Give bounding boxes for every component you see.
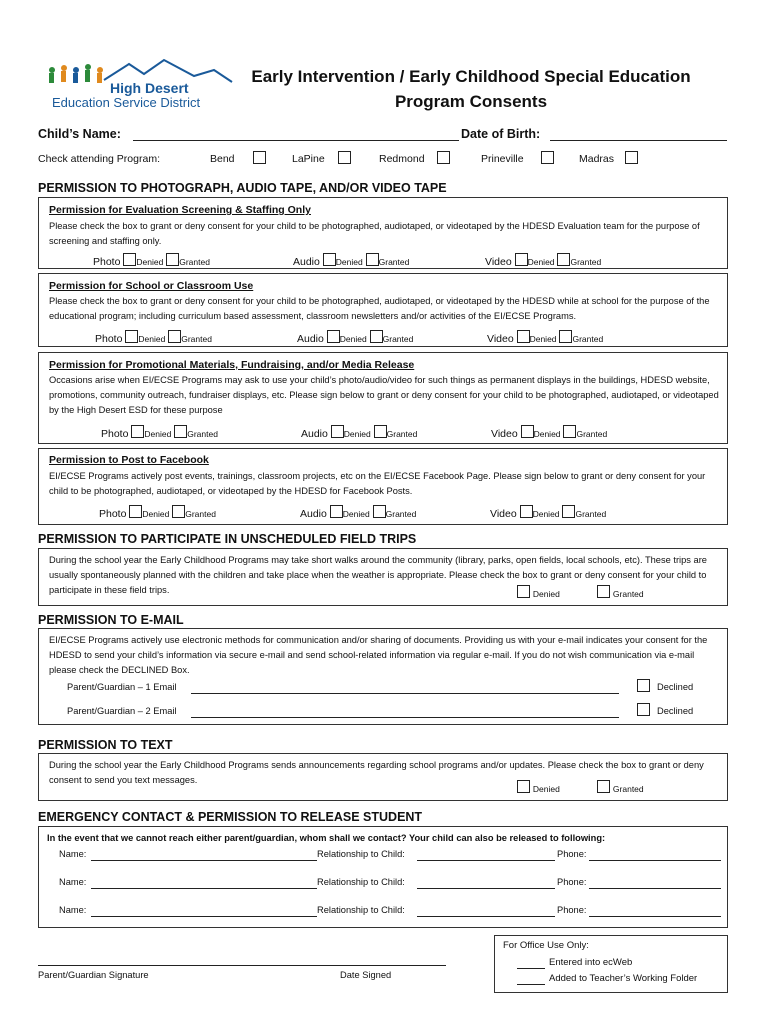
guardian2-declined-checkbox[interactable] <box>637 703 650 716</box>
text-denied-checkbox[interactable] <box>517 780 530 793</box>
promotional-video-denied-checkbox[interactable] <box>521 425 534 438</box>
facebook-photo <box>99 505 216 520</box>
opt-denied: Denied <box>339 334 367 344</box>
promotional-box <box>38 352 728 444</box>
facebook-video-denied-checkbox[interactable] <box>520 505 533 518</box>
office-folder-field[interactable] <box>517 984 545 985</box>
media-section-heading: PERMISSION TO PHOTOGRAPH, AUDIO TAPE, AND/OR VIDEO TAPE <box>38 181 447 195</box>
facebook-video-granted-checkbox[interactable] <box>562 505 575 518</box>
text-granted <box>597 780 644 795</box>
signature-label: Parent/Guardian Signature <box>38 970 149 980</box>
opt-denied: Denied <box>529 334 557 344</box>
classroom-video-granted-checkbox[interactable] <box>559 330 572 343</box>
opt-denied: Denied <box>142 509 170 519</box>
email-text: EI/ECSE Programs actively use electronic methods for communication and/or sharing of documents. Providing us with your e-mail indicates your consent for the HDESD to send your child’s information via secure e-mail and send school-related information via regular e-mail. If you do not wish communication via e-mail please check the DECLINED Box. <box>49 635 708 675</box>
guardian1-declined-label: Declined <box>657 682 694 692</box>
promotional-video-granted-checkbox[interactable] <box>563 425 576 438</box>
field-trips-box <box>38 548 728 606</box>
program-redmond-label: Redmond <box>379 153 425 165</box>
field-trips-denied-checkbox[interactable] <box>517 585 530 598</box>
opt-label: Photo <box>95 333 123 345</box>
promotional-title: Permission for Promotional Materials, Fundraising, and/or Media Release <box>49 359 415 371</box>
evaluation-photo-denied-checkbox[interactable] <box>123 253 136 266</box>
email-heading: PERMISSION TO E-MAIL <box>38 613 184 627</box>
opt-label: Video <box>491 428 518 440</box>
page-title <box>236 64 706 114</box>
contact2-phone-field[interactable] <box>589 888 721 889</box>
emergency-intro: In the event that we cannot reach either parent/guardian, whom shall we contact? Your child can also be released to following: <box>47 833 606 843</box>
text-denied-label: Denied <box>532 784 560 794</box>
opt-granted: Granted <box>385 509 417 519</box>
opt-granted: Granted <box>185 509 216 519</box>
guardian2-declined-label: Declined <box>657 706 694 716</box>
opt-label: Photo <box>101 428 129 440</box>
classroom-text: Please check the box to grant or deny consent for your child to be photographed, audiotaped, or videotaped by the HDESD while at school for the purpose of the educational program; including curriculum based assessment, classroom newsletters and/or activities of the EI/ECSE Programs. <box>49 296 710 321</box>
classroom-audio-denied-checkbox[interactable] <box>327 330 340 343</box>
contact3-phone-field[interactable] <box>589 916 721 917</box>
promotional-audio-granted-checkbox[interactable] <box>374 425 387 438</box>
opt-granted: Granted <box>570 257 602 267</box>
child-name-label: Child’s Name: <box>38 127 121 141</box>
facebook-box <box>38 448 728 525</box>
opt-granted: Granted <box>382 334 414 344</box>
contact1-relationship-label: Relationship to Child: <box>317 849 405 859</box>
classroom-photo-granted-checkbox[interactable] <box>168 330 181 343</box>
opt-denied: Denied <box>136 257 164 267</box>
evaluation-audio-granted-checkbox[interactable] <box>366 253 379 266</box>
promotional-photo-denied-checkbox[interactable] <box>131 425 144 438</box>
office-title: For Office Use Only: <box>503 940 589 951</box>
opt-label: Photo <box>99 508 127 520</box>
facebook-photo-denied-checkbox[interactable] <box>129 505 142 518</box>
guardian1-email-label: Parent/Guardian – 1 Email <box>67 682 177 692</box>
classroom-video-denied-checkbox[interactable] <box>517 330 530 343</box>
program-lapine <box>292 153 325 165</box>
program-lapine-label: LaPine <box>292 153 325 165</box>
classroom-audio <box>297 330 413 345</box>
guardian2-email-field[interactable] <box>191 717 619 718</box>
office-item1: Entered into ecWeb <box>549 957 633 968</box>
opt-denied: Denied <box>138 334 166 344</box>
contact2-name-label: Name: <box>59 877 87 887</box>
emergency-heading: EMERGENCY CONTACT & PERMISSION TO RELEASE STUDENT <box>38 810 423 824</box>
opt-granted: Granted <box>179 257 210 267</box>
field-trips-denied-label: Denied <box>532 589 560 599</box>
opt-label: Video <box>485 256 512 268</box>
opt-granted: Granted <box>572 334 604 344</box>
opt-denied: Denied <box>533 429 561 439</box>
facebook-photo-granted-checkbox[interactable] <box>172 505 185 518</box>
guardian1-declined-checkbox[interactable] <box>637 679 650 692</box>
opt-granted: Granted <box>187 429 218 439</box>
facebook-video <box>490 505 606 520</box>
program-label: Check attending Program: <box>38 153 160 165</box>
field-trips-granted-label: Granted <box>612 589 644 599</box>
text-granted-checkbox[interactable] <box>597 780 610 793</box>
contact3-name-label: Name: <box>59 905 87 915</box>
contact1-relationship-field[interactable] <box>417 860 555 861</box>
promotional-audio <box>301 425 417 440</box>
contact2-relationship-label: Relationship to Child: <box>317 877 405 887</box>
opt-label: Video <box>490 508 517 520</box>
opt-granted: Granted <box>386 429 418 439</box>
opt-denied: Denied <box>342 509 370 519</box>
opt-denied: Denied <box>532 509 560 519</box>
program-prineville-checkbox[interactable] <box>541 151 554 164</box>
contact1-phone-field[interactable] <box>589 860 721 861</box>
classroom-photo-denied-checkbox[interactable] <box>125 330 138 343</box>
opt-label: Video <box>487 333 514 345</box>
contact3-relationship-field[interactable] <box>417 916 555 917</box>
dob-field[interactable] <box>550 140 727 141</box>
contact1-name-label: Name: <box>59 849 87 859</box>
office-use-box <box>494 935 728 993</box>
classroom-photo <box>95 330 212 345</box>
text-heading: PERMISSION TO TEXT <box>38 738 173 752</box>
classroom-box <box>38 273 728 347</box>
evaluation-photo-granted-checkbox[interactable] <box>166 253 179 266</box>
guardian2-email-label: Parent/Guardian – 2 Email <box>67 706 177 716</box>
classroom-title: Permission for School or Classroom Use <box>49 280 254 292</box>
opt-label: Audio <box>300 508 327 520</box>
promotional-photo <box>101 425 218 440</box>
program-bend <box>210 153 235 165</box>
guardian1-email-field[interactable] <box>191 693 619 694</box>
program-lapine-checkbox[interactable] <box>338 151 351 164</box>
contact2-phone-label: Phone: <box>557 877 587 887</box>
promotional-photo-granted-checkbox[interactable] <box>174 425 187 438</box>
text-granted-label: Granted <box>612 784 644 794</box>
program-prineville-label: Prineville <box>481 153 524 165</box>
title-line-1: Early Intervention / Early Childhood Special Education <box>251 67 691 86</box>
email-box <box>38 628 728 725</box>
opt-denied: Denied <box>144 429 172 439</box>
facebook-audio <box>300 505 416 520</box>
logo-text-1: High Desert <box>110 80 189 96</box>
promotional-text: Occasions arise when EI/ECSE Programs may ask to use your child’s photo/audio/video for such things as permanent displays in the buildings, HDESD website, promotions, community outreach, fundraiser displays, etc. Please sign below to grant or deny consent for your child to be photographed, audiotaped, or videotaped by the High Desert ESD for these purpose <box>49 375 719 415</box>
contact1-phone-label: Phone: <box>557 849 587 859</box>
field-trips-granted-checkbox[interactable] <box>597 585 610 598</box>
program-madras <box>579 153 614 165</box>
logo-text-2: Education Service District <box>52 95 201 110</box>
text-perm-text: During the school year the Early Childhood Programs sends announcements regarding school programs and/or updates. Please check the box to grant or deny consent to send you text messages. <box>49 760 704 785</box>
emergency-box <box>38 826 728 928</box>
office-ecweb-field[interactable] <box>517 968 545 969</box>
facebook-text: EI/ECSE Programs actively post events, trainings, classroom projects, etc on the EI/ECSE Facebook Page. Please sign below to grant or deny consent for your child to be photographed, audiotaped, or videotaped by the HDESD for Facebook Posts. <box>49 471 706 496</box>
opt-granted: Granted <box>576 429 608 439</box>
opt-denied: Denied <box>527 257 555 267</box>
evaluation-audio <box>293 253 409 268</box>
program-redmond <box>379 153 425 165</box>
facebook-audio-denied-checkbox[interactable] <box>330 505 343 518</box>
contact3-phone-label: Phone: <box>557 905 587 915</box>
facebook-audio-granted-checkbox[interactable] <box>373 505 386 518</box>
signature-line[interactable] <box>38 965 446 966</box>
opt-label: Audio <box>301 428 328 440</box>
evaluation-box <box>38 197 728 269</box>
evaluation-text: Please check the box to grant or deny consent for your child to be photographed, audiotaped, or videotaped by the HDESD Evaluation team for the purpose of screening and staffing only. <box>49 221 700 246</box>
opt-denied: Denied <box>335 257 363 267</box>
field-trips-heading: PERMISSION TO PARTICIPATE IN UNSCHEDULED FIELD TRIPS <box>38 532 417 546</box>
contact2-relationship-field[interactable] <box>417 888 555 889</box>
text-box <box>38 753 728 801</box>
field-trips-text: During the school year the Early Childhood Programs may take short walks around the community (library, parks, open fields, local schools, etc). These trips are usually spontaneously planned with the children and take place when the weather is appropriate. Please check the box to grant or deny consent for your child to participate in these field trips. <box>49 555 707 595</box>
program-bend-checkbox[interactable] <box>253 151 266 164</box>
field-trips-granted <box>597 585 644 600</box>
title-line-2: Program Consents <box>394 92 548 111</box>
text-denied <box>517 780 560 795</box>
evaluation-video-denied-checkbox[interactable] <box>515 253 528 266</box>
opt-granted: Granted <box>378 257 410 267</box>
evaluation-video <box>485 253 601 268</box>
evaluation-title: Permission for Evaluation Screening & Staffing Only <box>49 204 311 216</box>
opt-label: Audio <box>297 333 324 345</box>
classroom-audio-granted-checkbox[interactable] <box>370 330 383 343</box>
contact2-name-field[interactable] <box>91 888 317 889</box>
opt-granted: Granted <box>181 334 212 344</box>
child-name-field[interactable] <box>133 140 459 141</box>
opt-granted: Granted <box>575 509 607 519</box>
program-prineville <box>481 153 524 165</box>
date-signed-label: Date Signed <box>340 970 392 980</box>
program-redmond-checkbox[interactable] <box>437 151 450 164</box>
dob-label: Date of Birth: <box>461 127 541 141</box>
field-trips-denied <box>517 585 560 600</box>
office-item2: Added to Teacher’s Working Folder <box>549 973 698 984</box>
opt-denied: Denied <box>343 429 371 439</box>
opt-label: Photo <box>93 256 121 268</box>
contact3-name-field[interactable] <box>91 916 317 917</box>
promotional-video <box>491 425 607 440</box>
facebook-title: Permission to Post to Facebook <box>49 454 209 466</box>
promotional-audio-denied-checkbox[interactable] <box>331 425 344 438</box>
opt-label: Audio <box>293 256 320 268</box>
program-madras-label: Madras <box>579 153 615 165</box>
program-madras-checkbox[interactable] <box>625 151 638 164</box>
classroom-video <box>487 330 603 345</box>
contact3-relationship-label: Relationship to Child: <box>317 905 405 915</box>
program-bend-label: Bend <box>210 153 235 165</box>
evaluation-audio-denied-checkbox[interactable] <box>323 253 336 266</box>
evaluation-photo <box>93 253 210 268</box>
evaluation-video-granted-checkbox[interactable] <box>557 253 570 266</box>
contact1-name-field[interactable] <box>91 860 317 861</box>
